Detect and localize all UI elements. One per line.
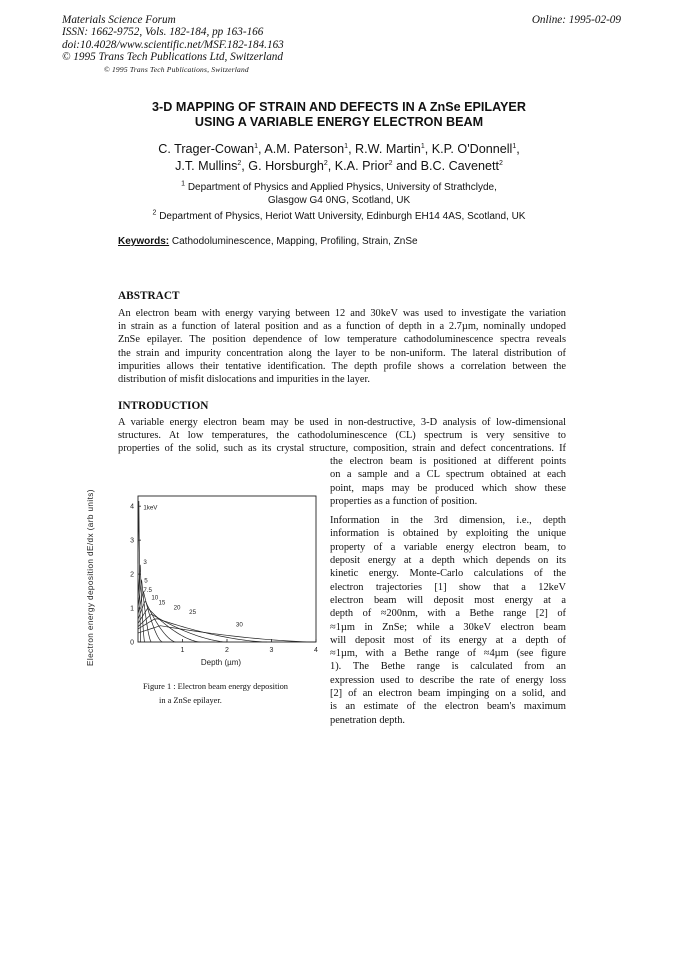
text-line: penetration depth.	[330, 714, 406, 726]
issn-line: ISSN: 1662-9752, Vols. 182-184, pp 163-166	[62, 26, 264, 39]
affil-mark: 2	[388, 159, 393, 167]
text-line: [2] of an electron beam impinging on a solid, and	[330, 688, 566, 700]
affil-text: Department of Physics, Heriot Watt University, Edinburgh EH14 4AS, Scotland, UK	[156, 211, 526, 222]
text-line: ≈1µm, with a Bethe range of ≈4µm (see figure	[330, 648, 566, 660]
keywords	[118, 236, 418, 247]
text-line: expression used to describe the rate of energy loss	[330, 674, 566, 686]
doi-link[interactable]: doi:10.4028/www.scientific.net/MSF.182-184.163	[62, 38, 284, 51]
energy-deposition-chart	[84, 476, 324, 696]
text-line: impurities allows their tentative identification. The depth profile shows a correlation between the	[118, 360, 566, 372]
title-line-1: 3-D MAPPING OF STRAIN AND DEFECTS IN A ZnSe EPILAYER	[152, 100, 526, 114]
x-tick-label: 1	[180, 647, 185, 654]
text-line: Information in the 3rd dimension, i.e., depth	[330, 515, 566, 527]
y-tick-label: 0	[130, 639, 134, 647]
online-date: Online: 1995-02-09	[531, 14, 621, 26]
curve-label: 10	[151, 594, 159, 602]
author: , A.M. Paterson	[258, 142, 345, 156]
curve-label: 15	[158, 599, 166, 607]
author: J.T. Mullins	[175, 158, 238, 173]
text-line: properties as a function of position.	[330, 495, 478, 507]
caption-line: Figure 1 : Electron beam energy deposition	[143, 682, 288, 691]
copyright-small: © 1995 Trans Tech Publications, Switzerland	[104, 65, 249, 74]
text-line: will deposit most of its energy at a depth of	[330, 634, 566, 646]
affil-text: Glasgow G4 0NG, Scotland, UK	[267, 194, 411, 206]
text-line: distribution of misfit dislocations and impurities in the layer.	[118, 374, 370, 386]
intro-right-column	[330, 455, 566, 727]
author: , G. Horsburgh	[241, 158, 324, 173]
affiliation-2	[0, 211, 678, 222]
affil-mark: 2	[323, 159, 328, 167]
y-axis-label: Electron energy deposition dE/dx (arb units)	[86, 489, 95, 666]
journal-header	[62, 14, 284, 64]
affil-mark: 1	[420, 142, 425, 150]
abstract-body	[118, 307, 566, 386]
keywords-text: Cathodoluminescence, Mapping, Profiling, Strain, ZnSe	[169, 236, 418, 247]
text-line: kinetic energy. Monte-Carlo calculations of the	[330, 568, 566, 580]
author: , K.P. O'Donnell	[424, 142, 513, 156]
author-line-2	[0, 158, 678, 175]
curve-25	[138, 619, 267, 642]
affil-number: 1	[181, 180, 186, 188]
x-tick-label: 4	[314, 647, 318, 654]
curve-label: 25	[189, 609, 197, 617]
text-line: depth of ≈200nm, with a Bethe range [2] of	[330, 608, 566, 620]
affil-number: 2	[152, 209, 157, 217]
text-line: electron trajectories [1] show that a 12keV	[330, 581, 566, 593]
curve-label: 7.5	[143, 587, 152, 595]
y-tick-label: 1	[130, 605, 134, 613]
y-tick-label: 2	[130, 571, 134, 579]
text-line: electron beam will deposit most energy at a	[330, 594, 566, 606]
text-line: is an estimate of the electron beam's maximum	[330, 701, 566, 713]
journal-name: Materials Science Forum	[62, 14, 176, 26]
intro-body	[118, 416, 566, 456]
text-line: 1). The Bethe range is calculated from an	[330, 661, 566, 673]
text-line: information is obtained by exploiting the unique	[330, 528, 566, 540]
text-line: on a sample and a CL spectrum obtained at each	[330, 469, 566, 481]
text-line: properties of the solid, such as its crystal structure, composition, strain and defect concentrations. If	[118, 443, 566, 455]
author: and B.C. Cavenett	[392, 158, 499, 173]
curve-label: 20	[173, 604, 181, 612]
text-line: structures. At low temperatures, the cathodoluminescence (CL) spectrum is very sensitive to	[118, 430, 566, 442]
curve-label: 3	[143, 558, 147, 566]
affil-mark: 1	[512, 142, 517, 150]
author: , R.W. Martin	[348, 142, 421, 156]
author-list	[0, 141, 678, 174]
y-tick-label: 3	[130, 537, 134, 545]
curve-label: 5	[144, 577, 148, 585]
text-line: the electron beam is positioned at different points	[330, 456, 566, 467]
text-line: ≈1µm in ZnSe; while a 30keV electron beam	[330, 621, 566, 633]
affil-mark: 2	[499, 159, 503, 167]
author: , K.A. Prior	[327, 158, 389, 173]
affil-mark: 2	[237, 159, 242, 167]
text-line: in strain as a function of lateral position and as a function of depth in a 2.7µm, nominally undoped	[118, 321, 566, 333]
text-line: property of a variable energy electron beam, to	[330, 541, 566, 553]
text-line: deposit energy at a depth which depends on its	[330, 555, 566, 567]
figure-caption	[143, 680, 288, 708]
x-tick-label: 3	[269, 647, 274, 654]
author: C. Trager-Cowan	[158, 142, 255, 156]
affil-mark: 1	[254, 142, 259, 150]
author-line-1: C. Trager-Cowan$^1$, A.M. Paterson$^1$, R.W. Martin$^1$, K.P. O'Donnell$^1$,	[158, 142, 520, 156]
keywords-label: Keywords:	[118, 236, 170, 247]
affiliation-1	[0, 182, 678, 207]
x-axis-label: Depth (µm)	[200, 658, 242, 667]
text-line: An electron beam with energy varying between 12 and 30keV was used to investigate the variation	[118, 308, 566, 319]
x-tick-label: 2	[225, 647, 229, 654]
affil-mark: 1	[344, 142, 349, 150]
text-line: point, maps may be produced which show these	[330, 482, 566, 494]
curve-label: 30	[235, 621, 243, 629]
abstract-heading: ABSTRACT	[118, 290, 180, 302]
text-line: A variable energy electron beam may be used in non-destructive, 3-D analysis of low-dimensional	[118, 417, 566, 428]
curve-label: 1keV	[143, 504, 158, 512]
curve-20	[138, 614, 227, 642]
title-line-2: USING A VARIABLE ENERGY ELECTRON BEAM	[194, 115, 484, 129]
y-tick-label: 4	[130, 503, 134, 511]
paper-title	[0, 100, 678, 130]
affil-text: Department of Physics and Applied Physics, University of Strathclyde,	[185, 182, 497, 193]
caption-line: in a ZnSe epilayer.	[159, 696, 222, 705]
text-line: ZnSe epilayer. The position dependence of low temperature cathodoluminescence spectra reveals	[118, 334, 566, 346]
plot-frame	[138, 496, 316, 642]
introduction-heading: INTRODUCTION	[118, 400, 209, 412]
text-line: the strain and impurity concentration along the layer to be non-uniform. The lateral distribution of	[118, 347, 566, 359]
copyright-line: © 1995 Trans Tech Publications Ltd, Switzerland	[62, 51, 283, 64]
